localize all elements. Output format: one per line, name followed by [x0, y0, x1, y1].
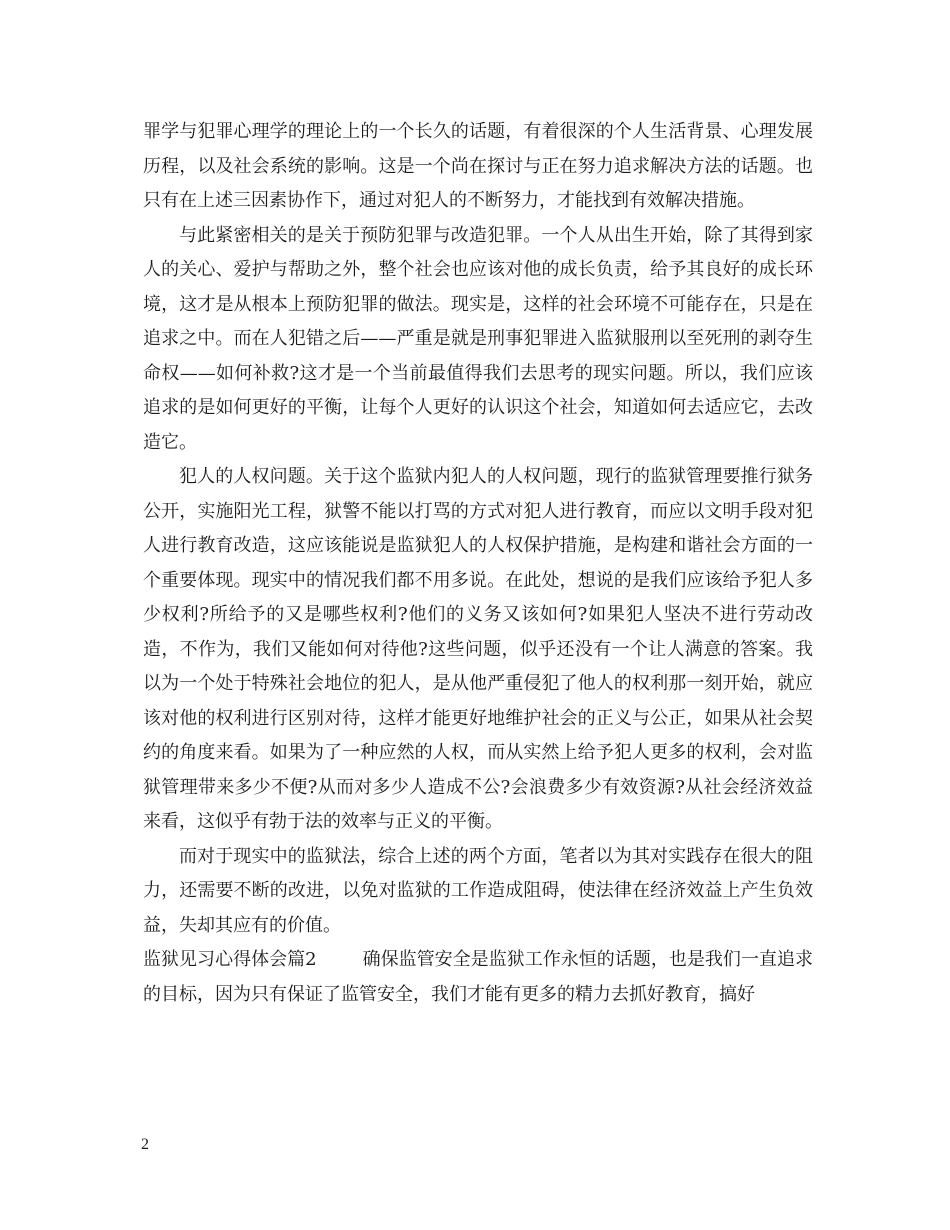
heading-gap: [317, 949, 363, 970]
section-heading: 监狱见习心得体会篇2: [143, 949, 317, 970]
paragraph-4: 而对于现实中的监狱法，综合上述的两个方面，笔者以为其对实践存在很大的阻力，还需要不断的改进，以免对监狱的工作造成阻碍，使法律在经济效益上产生负效益，失却其应有的价值。: [143, 845, 813, 936]
document-body: [143, 115, 813, 1012]
page-number: 2: [141, 1136, 149, 1153]
section-paragraph: [143, 943, 813, 1012]
paragraph-2: 与此紧密相关的是关于预防犯罪与改造犯罪。一个人从出生开始，除了其得到家人的关心、爱护与帮助之外，整个社会也应该对他的成长负责，给予其良好的成长环境，这才是从根本上预防犯罪的做法。现实是，这样的社会环境不可能存在，只是在追求之中。而在人犯错之后——严重是就是刑事犯罪进入监狱服刑以至死刑的剥夺生命权——如何补救?这才是一个当前最值得我们去思考的现实问题。所以，我们应该追求的是如何更好的平衡，让每个人更好的认识这个社会，知道如何去适应它，去改造它。: [143, 224, 813, 453]
paragraph-3: 犯人的人权问题。关于这个监狱内犯人的人权问题，现行的监狱管理要推行狱务公开，实施阳光工程，狱警不能以打骂的方式对犯人进行教育，而应以文明手段对犯人进行教育改造，这应该能说是监狱犯人的人权保护措施，是构建和谐社会方面的一个重要体现。现实中的情况我们都不用多说。在此处，想说的是我们应该给予犯人多少权利?所给予的又是哪些权利?他们的义务又该如何?如果犯人坚决不进行劳动改造，不作为，我们又能如何对待他?这些问题，似乎还没有一个让人满意的答案。我以为一个处于特殊社会地位的犯人，是从他严重侵犯了他人的权利那一刻开始，就应该对他的权利进行区别对待，这样才能更好地维护社会的正义与公正，如果从社会契约的角度来看。如果为了一种应然的人权，而从实然上给予犯人更多的权利，会对监狱管理带来多少不便?从而对多少人造成不公?会浪费多少有效资源?从社会经济效益来看，这似乎有勃于法的效率与正义的平衡。: [143, 466, 813, 832]
section-text: 确保监管安全是监狱工作永恒的话题，也是我们一直追求的目标，因为只有保证了监管安全，我们才能有更多的精力去抓好教育，搞好: [143, 949, 814, 1005]
paragraph-1: 罪学与犯罪心理学的理论上的一个长久的话题，有着很深的个人生活背景、心理发展历程，以及社会系统的影响。这是一个尚在探讨与正在努力追求解决方法的话题。也只有在上述三因素协作下，通过对犯人的不断努力，才能找到有效解决措施。: [143, 121, 813, 211]
